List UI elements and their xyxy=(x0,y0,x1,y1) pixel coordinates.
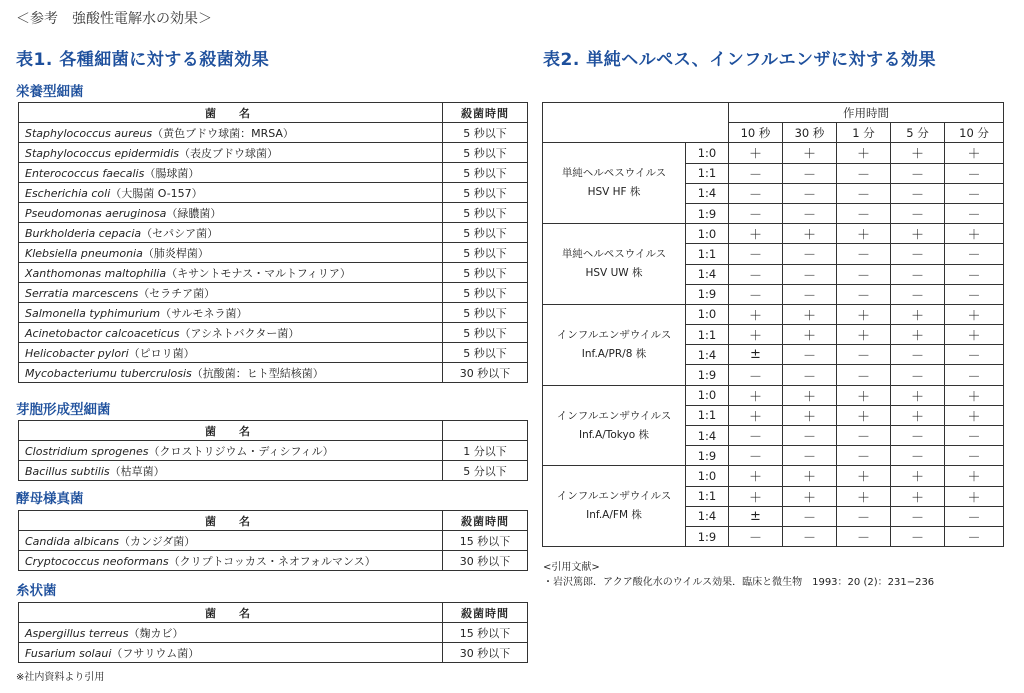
result-mark-cell: － xyxy=(837,426,891,446)
result-mark-cell: ＋ xyxy=(891,486,945,506)
result-mark-cell: － xyxy=(891,446,945,466)
result-mark-cell: － xyxy=(891,264,945,284)
result-mark-cell: － xyxy=(783,365,837,385)
result-mark-cell: － xyxy=(945,284,1004,304)
scientific-name: Pseudomonas aeruginosa xyxy=(25,206,167,220)
organism-name-cell xyxy=(19,243,443,263)
japanese-name: （ピロリ菌） xyxy=(128,346,195,360)
action-time-header: 作用時間 xyxy=(729,103,1004,123)
result-mark-cell: － xyxy=(729,426,783,446)
dilution-ratio-cell: 1:0 xyxy=(686,466,729,486)
table-row xyxy=(19,343,528,363)
result-mark-cell: ＋ xyxy=(891,405,945,425)
result-mark-cell: － xyxy=(783,244,837,264)
result-mark-cell: － xyxy=(837,446,891,466)
dilution-ratio-cell: 1:4 xyxy=(686,426,729,446)
result-mark-cell: － xyxy=(945,244,1004,264)
dilution-ratio-cell: 1:9 xyxy=(686,526,729,546)
scientific-name: Acinetobactor calcoaceticus xyxy=(25,326,180,340)
scientific-name: Burkholderia cepacia xyxy=(25,226,142,240)
result-mark-cell: ＋ xyxy=(783,466,837,486)
result-mark-cell: ＋ xyxy=(945,486,1004,506)
scientific-name: Klebsiella pneumonia xyxy=(25,246,143,260)
table-row xyxy=(19,643,528,663)
organism-name-cell xyxy=(19,283,443,303)
organism-name-cell xyxy=(19,203,443,223)
result-mark-cell: ＋ xyxy=(945,224,1004,244)
result-mark-cell: ＋ xyxy=(891,143,945,163)
scientific-name: Candida albicans xyxy=(25,534,119,548)
result-mark-cell: － xyxy=(729,163,783,183)
table-row xyxy=(19,163,528,183)
result-mark-cell: ＋ xyxy=(891,325,945,345)
scientific-name: Cryptococcus neoformans xyxy=(25,554,169,568)
dilution-ratio-cell: 1:1 xyxy=(686,405,729,425)
japanese-name: （肺炎桿菌） xyxy=(142,246,209,260)
result-mark-cell: ＋ xyxy=(729,224,783,244)
japanese-name: （抗酸菌：ヒト型結核菌） xyxy=(191,366,324,380)
dilution-ratio-cell: 1:9 xyxy=(686,446,729,466)
table-row xyxy=(19,223,528,243)
result-mark-cell: － xyxy=(729,203,783,223)
table1-footnote: ※社内資料より引用 xyxy=(16,672,105,683)
time-header: 1 分 xyxy=(837,123,891,143)
table-row xyxy=(19,441,528,461)
sterilization-time-cell: 5 秒以下 xyxy=(443,343,528,363)
virus-strain-line2: HSV HF 株 xyxy=(587,186,641,199)
organism-name-cell xyxy=(19,163,443,183)
sterilization-time-cell: 30 秒以下 xyxy=(443,551,528,571)
result-mark-cell: ＋ xyxy=(783,385,837,405)
virus-effect-table xyxy=(542,102,1004,547)
organism-name-cell xyxy=(19,623,443,643)
dilution-ratio-cell: 1:0 xyxy=(686,304,729,324)
organism-name-cell xyxy=(19,303,443,323)
result-mark-cell: ＋ xyxy=(891,466,945,486)
dilution-ratio-cell: 1:0 xyxy=(686,143,729,163)
organism-name-cell xyxy=(19,363,443,383)
bacteria-table xyxy=(18,102,528,383)
result-mark-cell: － xyxy=(837,526,891,546)
japanese-name: （枯草菌） xyxy=(109,464,165,478)
result-mark-cell: － xyxy=(891,345,945,365)
organism-name-cell xyxy=(19,441,443,461)
virus-name-line1: インフルエンザウイルス xyxy=(556,328,672,341)
col-header-name: 菌 名 xyxy=(19,103,443,123)
sterilization-time-cell: 5 秒以下 xyxy=(443,163,528,183)
virus-result-row xyxy=(543,466,1004,486)
dilution-ratio-cell: 1:0 xyxy=(686,224,729,244)
citation-text: ・岩沢篤郎．アクア酸化水のウイルス効果．臨床と微生物 1993：20 (2)：231−236 xyxy=(543,577,935,588)
scientific-name: Enterococcus faecalis xyxy=(25,166,145,180)
table-row xyxy=(19,203,528,223)
result-mark-cell: ＋ xyxy=(837,224,891,244)
japanese-name: （サルモネラ菌） xyxy=(160,306,248,320)
scientific-name: Serratia marcescens xyxy=(25,286,139,300)
organism-name-cell xyxy=(19,643,443,663)
result-mark-cell: ＋ xyxy=(837,405,891,425)
dilution-ratio-cell: 1:1 xyxy=(686,486,729,506)
section-title: 糸状菌 xyxy=(16,583,57,599)
bacteria-table-wrapper xyxy=(18,510,528,571)
sterilization-time-cell: 5 秒以下 xyxy=(443,203,528,223)
table2-wrapper xyxy=(542,102,1004,547)
table-row xyxy=(19,531,528,551)
page-header: ＜参考 強酸性電解水の効果＞ xyxy=(16,11,212,27)
result-mark-cell: － xyxy=(945,526,1004,546)
section-title: 芽胞形成型細菌 xyxy=(16,402,111,418)
virus-name-line1: インフルエンザウイルス xyxy=(556,490,672,503)
japanese-name: （セパシア菌） xyxy=(141,226,219,240)
result-mark-cell: ＋ xyxy=(783,304,837,324)
result-mark-cell: － xyxy=(891,365,945,385)
bacteria-table xyxy=(18,510,528,571)
citation-label: <引用文献> xyxy=(543,562,600,573)
japanese-name: （表皮ブドウ球菌） xyxy=(178,146,278,160)
result-mark-cell: ＋ xyxy=(945,325,1004,345)
virus-name-cell xyxy=(543,143,686,224)
table-row xyxy=(19,461,528,481)
result-mark-cell: ＋ xyxy=(945,466,1004,486)
result-mark-cell: － xyxy=(729,526,783,546)
japanese-name: （キサントモナス・マルトフィリア） xyxy=(166,266,351,280)
bacteria-table xyxy=(18,602,528,663)
sterilization-time-cell: 5 秒以下 xyxy=(443,223,528,243)
table-row xyxy=(19,143,528,163)
result-mark-cell: － xyxy=(783,506,837,526)
time-header: 5 分 xyxy=(891,123,945,143)
scientific-name: Helicobacter pylori xyxy=(25,346,129,360)
result-mark-cell: － xyxy=(891,163,945,183)
japanese-name: （黄色ブドウ球菌：MRSA） xyxy=(152,126,294,140)
result-mark-cell: ＋ xyxy=(891,224,945,244)
result-mark-cell: － xyxy=(729,446,783,466)
result-mark-cell: － xyxy=(783,183,837,203)
dilution-ratio-cell: 1:4 xyxy=(686,183,729,203)
result-mark-cell: ＋ xyxy=(783,486,837,506)
dilution-ratio-cell: 1:9 xyxy=(686,203,729,223)
section-title: 栄養型細菌 xyxy=(16,84,84,100)
table-row xyxy=(19,303,528,323)
result-mark-cell: ＋ xyxy=(729,325,783,345)
result-mark-cell: － xyxy=(945,163,1004,183)
sterilization-time-cell: 5 秒以下 xyxy=(443,143,528,163)
result-mark-cell: ＋ xyxy=(837,486,891,506)
result-mark-cell: － xyxy=(729,284,783,304)
result-mark-cell: ＋ xyxy=(945,143,1004,163)
japanese-name: （フサリウム菌） xyxy=(111,646,200,660)
result-mark-cell: － xyxy=(729,264,783,284)
virus-header-row-1 xyxy=(543,103,1004,123)
result-mark-cell: － xyxy=(945,426,1004,446)
result-mark-cell: － xyxy=(891,506,945,526)
col-header-time: 殺菌時間 xyxy=(443,511,528,531)
sterilization-time-cell: 5 秒以下 xyxy=(443,323,528,343)
result-mark-cell: ＋ xyxy=(945,385,1004,405)
scientific-name: Bacillus subtilis xyxy=(25,464,110,478)
virus-name-cell xyxy=(543,466,686,547)
col-header-name: 菌 名 xyxy=(19,511,443,531)
bacteria-table xyxy=(18,420,528,481)
virus-strain-line2: Inf.A/Tokyo 株 xyxy=(579,428,649,441)
table-row xyxy=(19,263,528,283)
table-row xyxy=(19,363,528,383)
virus-header-blank xyxy=(543,103,729,143)
virus-result-row xyxy=(543,385,1004,405)
result-mark-cell: － xyxy=(837,244,891,264)
result-mark-cell: － xyxy=(945,183,1004,203)
virus-result-row xyxy=(543,224,1004,244)
result-mark-cell: ＋ xyxy=(783,325,837,345)
col-header-time: 殺菌時間 xyxy=(443,603,528,623)
result-mark-cell: － xyxy=(783,284,837,304)
table-header-row xyxy=(19,511,528,531)
result-mark-cell: － xyxy=(891,526,945,546)
result-mark-cell: － xyxy=(891,244,945,264)
result-mark-cell: － xyxy=(891,203,945,223)
result-mark-cell: － xyxy=(837,506,891,526)
table1-title: 表1. 各種細菌に対する殺菌効果 xyxy=(16,50,270,70)
sterilization-time-cell: 30 秒以下 xyxy=(443,363,528,383)
dilution-ratio-cell: 1:4 xyxy=(686,264,729,284)
result-mark-cell: ＋ xyxy=(783,405,837,425)
virus-strain-line2: Inf.A/PR/8 株 xyxy=(581,347,647,360)
result-mark-cell: － xyxy=(837,163,891,183)
scientific-name: Escherichia coli xyxy=(25,186,111,200)
dilution-ratio-cell: 1:1 xyxy=(686,325,729,345)
sterilization-time-cell: 5 秒以下 xyxy=(443,263,528,283)
result-mark-cell: ± xyxy=(729,506,783,526)
japanese-name: （クロストリジウム・ディシフィル） xyxy=(148,444,334,458)
result-mark-cell: ＋ xyxy=(837,466,891,486)
result-mark-cell: － xyxy=(783,163,837,183)
virus-name-cell xyxy=(543,304,686,385)
result-mark-cell: － xyxy=(837,284,891,304)
result-mark-cell: ＋ xyxy=(837,385,891,405)
result-mark-cell: － xyxy=(837,345,891,365)
scientific-name: Aspergillus terreus xyxy=(25,626,129,640)
organism-name-cell xyxy=(19,551,443,571)
organism-name-cell xyxy=(19,263,443,283)
organism-name-cell xyxy=(19,223,443,243)
dilution-ratio-cell: 1:1 xyxy=(686,244,729,264)
japanese-name: （麹カビ） xyxy=(128,626,184,640)
col-header-time xyxy=(443,421,528,441)
organism-name-cell xyxy=(19,531,443,551)
scientific-name: Xanthomonas maltophilia xyxy=(25,266,167,280)
sterilization-time-cell: 5 秒以下 xyxy=(443,123,528,143)
virus-name-line1: インフルエンザウイルス xyxy=(556,409,672,422)
result-mark-cell: － xyxy=(945,365,1004,385)
scientific-name: Mycobacteriumu tubercrulosis xyxy=(25,366,192,380)
result-mark-cell: ＋ xyxy=(729,304,783,324)
result-mark-cell: － xyxy=(837,365,891,385)
result-mark-cell: － xyxy=(729,244,783,264)
result-mark-cell: ＋ xyxy=(729,143,783,163)
japanese-name: （クリプトコッカス・ネオフォルマンス） xyxy=(168,554,376,568)
japanese-name: （大腸菌 O-157） xyxy=(110,186,203,200)
sterilization-time-cell: 1 分以下 xyxy=(443,441,528,461)
result-mark-cell: － xyxy=(837,183,891,203)
result-mark-cell: － xyxy=(945,264,1004,284)
dilution-ratio-cell: 1:4 xyxy=(686,345,729,365)
result-mark-cell: － xyxy=(783,264,837,284)
col-header-name: 菌 名 xyxy=(19,603,443,623)
sterilization-time-cell: 5 分以下 xyxy=(443,461,528,481)
result-mark-cell: ± xyxy=(729,345,783,365)
table-header-row xyxy=(19,603,528,623)
japanese-name: （腸球菌） xyxy=(144,166,200,180)
table-row xyxy=(19,623,528,643)
organism-name-cell xyxy=(19,123,443,143)
table-header-row xyxy=(19,421,528,441)
organism-name-cell xyxy=(19,183,443,203)
dilution-ratio-cell: 1:9 xyxy=(686,284,729,304)
dilution-ratio-cell: 1:4 xyxy=(686,506,729,526)
virus-name-cell xyxy=(543,385,686,466)
sterilization-time-cell: 15 秒以下 xyxy=(443,623,528,643)
result-mark-cell: － xyxy=(783,203,837,223)
dilution-ratio-cell: 1:1 xyxy=(686,163,729,183)
result-mark-cell: ＋ xyxy=(783,143,837,163)
virus-strain-line2: Inf.A/FM 株 xyxy=(586,509,642,522)
virus-name-line1: 単純ヘルペスウイルス xyxy=(561,248,667,260)
scientific-name: Staphylococcus aureus xyxy=(25,126,153,140)
result-mark-cell: ＋ xyxy=(729,385,783,405)
result-mark-cell: － xyxy=(945,203,1004,223)
scientific-name: Staphylococcus epidermidis xyxy=(25,146,179,160)
virus-name-line1: 単純ヘルペスウイルス xyxy=(561,167,667,180)
result-mark-cell: － xyxy=(891,284,945,304)
sterilization-time-cell: 5 秒以下 xyxy=(443,283,528,303)
result-mark-cell: ＋ xyxy=(891,304,945,324)
bacteria-table-wrapper xyxy=(18,602,528,663)
result-mark-cell: ＋ xyxy=(729,466,783,486)
result-mark-cell: ＋ xyxy=(945,304,1004,324)
section-title: 酵母様真菌 xyxy=(16,491,84,507)
result-mark-cell: ＋ xyxy=(891,385,945,405)
organism-name-cell xyxy=(19,323,443,343)
virus-result-row xyxy=(543,304,1004,324)
table-row xyxy=(19,183,528,203)
result-mark-cell: ＋ xyxy=(729,405,783,425)
result-mark-cell: ＋ xyxy=(729,486,783,506)
col-header-name: 菌 名 xyxy=(19,421,443,441)
result-mark-cell: ＋ xyxy=(783,224,837,244)
result-mark-cell: ＋ xyxy=(837,143,891,163)
result-mark-cell: － xyxy=(945,506,1004,526)
dilution-ratio-cell: 1:0 xyxy=(686,385,729,405)
virus-strain-line2: HSV UW 株 xyxy=(585,267,643,279)
organism-name-cell xyxy=(19,461,443,481)
result-mark-cell: ＋ xyxy=(945,405,1004,425)
result-mark-cell: － xyxy=(783,345,837,365)
organism-name-cell xyxy=(19,143,443,163)
result-mark-cell: － xyxy=(837,264,891,284)
sterilization-time-cell: 5 秒以下 xyxy=(443,183,528,203)
result-mark-cell: － xyxy=(729,183,783,203)
time-header: 10 分 xyxy=(945,123,1004,143)
result-mark-cell: － xyxy=(783,426,837,446)
scientific-name: Clostridium sprogenes xyxy=(25,444,149,458)
result-mark-cell: － xyxy=(945,345,1004,365)
time-header: 10 秒 xyxy=(729,123,783,143)
sterilization-time-cell: 5 秒以下 xyxy=(443,303,528,323)
result-mark-cell: － xyxy=(729,365,783,385)
scientific-name: Salmonella typhimurium xyxy=(25,306,161,320)
result-mark-cell: － xyxy=(783,446,837,466)
result-mark-cell: － xyxy=(891,426,945,446)
sterilization-time-cell: 30 秒以下 xyxy=(443,643,528,663)
sterilization-time-cell: 15 秒以下 xyxy=(443,531,528,551)
result-mark-cell: － xyxy=(945,446,1004,466)
table-row xyxy=(19,123,528,143)
result-mark-cell: ＋ xyxy=(837,325,891,345)
scientific-name: Fusarium solaui xyxy=(25,646,112,660)
result-mark-cell: － xyxy=(837,203,891,223)
virus-result-row xyxy=(543,143,1004,163)
time-header: 30 秒 xyxy=(783,123,837,143)
japanese-name: （アシネトバクター菌） xyxy=(179,326,300,340)
bacteria-table-wrapper xyxy=(18,102,528,383)
bacteria-table-wrapper xyxy=(18,420,528,481)
col-header-time: 殺菌時間 xyxy=(443,103,528,123)
sterilization-time-cell: 5 秒以下 xyxy=(443,243,528,263)
result-mark-cell: － xyxy=(783,526,837,546)
result-mark-cell: － xyxy=(891,183,945,203)
table-row xyxy=(19,551,528,571)
table2-title: 表2. 単純ヘルペス、インフルエンザに対する効果 xyxy=(543,50,937,70)
organism-name-cell xyxy=(19,343,443,363)
japanese-name: （カンジダ菌） xyxy=(118,534,196,548)
table-row xyxy=(19,243,528,263)
virus-name-cell xyxy=(543,224,686,305)
japanese-name: （セラチア菌） xyxy=(138,286,216,300)
japanese-name: （緑膿菌） xyxy=(166,206,222,220)
result-mark-cell: ＋ xyxy=(837,304,891,324)
table-row xyxy=(19,323,528,343)
table-header-row xyxy=(19,103,528,123)
table-row xyxy=(19,283,528,303)
dilution-ratio-cell: 1:9 xyxy=(686,365,729,385)
